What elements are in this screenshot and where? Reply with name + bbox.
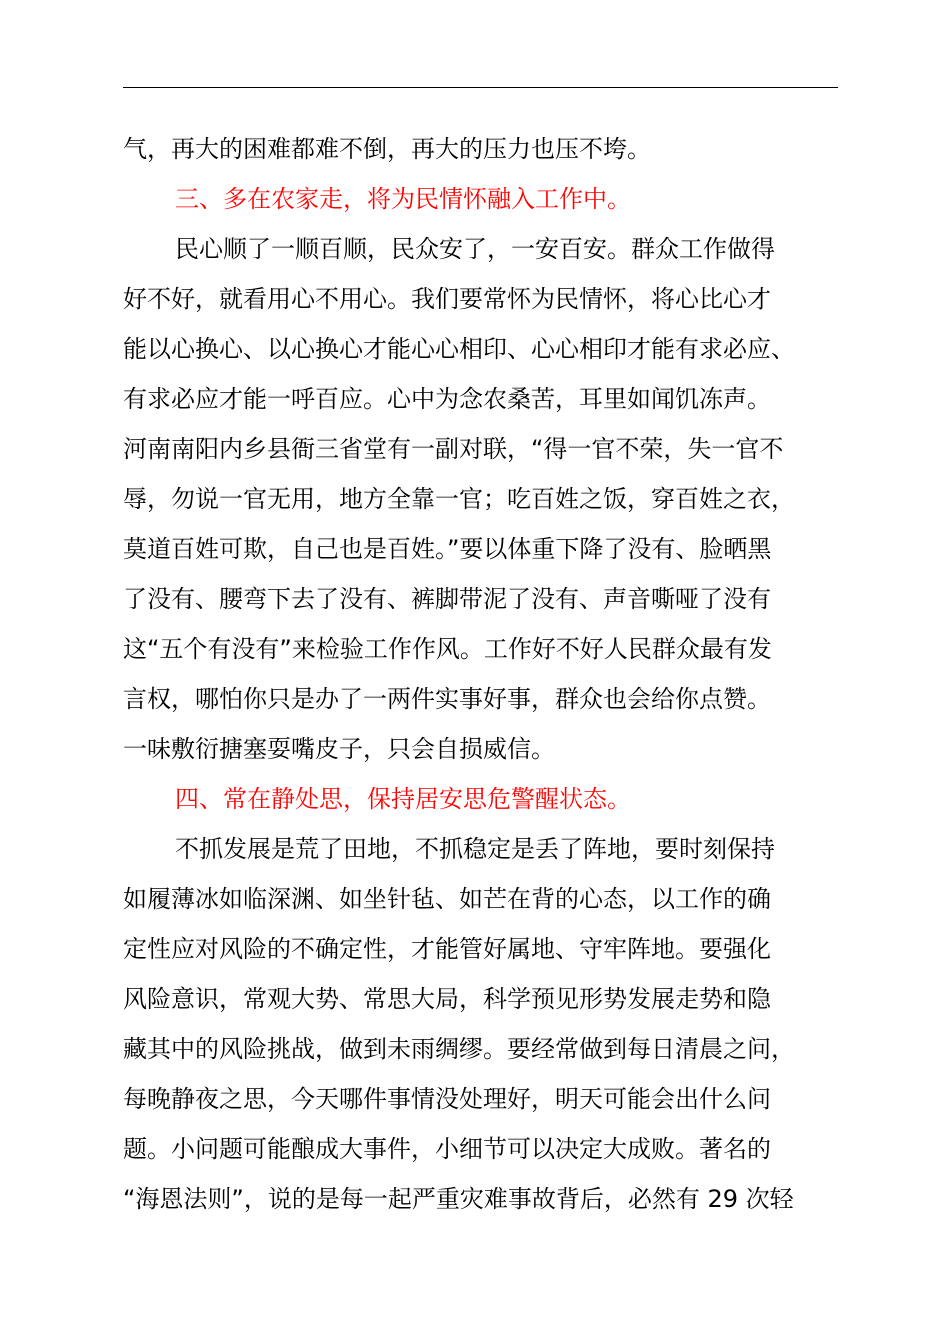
paragraph-line: “海恩法则”，说的是每一起严重灾难事故背后，必然有 29 次轻 [123, 1185, 794, 1213]
paragraph-line: 能以心换心、以心换心才能心心相印、心心相印才能有求必应、 [123, 335, 795, 363]
document-body [123, 124, 858, 1224]
paragraph-line: 每晚静夜之思，今天哪件事情没处理好，明天可能会出什么问 [123, 1085, 771, 1113]
paragraph-line: 有求必应才能一呼百应。心中为念农桑苦，耳里如闻饥冻声。 [123, 385, 771, 413]
paragraph-line: 不抓发展是荒了田地，不抓稳定是丢了阵地，要时刻保持 [175, 835, 775, 863]
paragraph-line: 一味敷衍搪塞耍嘴皮子，只会自损威信。 [123, 735, 555, 763]
paragraph-line: 风险意识，常观大势、常思大局，科学预见形势发展走势和隐 [123, 985, 771, 1013]
paragraph-line: 如履薄冰如临深渊、如坐针毡、如芒在背的心态，以工作的确 [123, 885, 771, 913]
paragraph-line: 民心顺了一顺百顺，民众安了，一安百安。群众工作做得 [175, 235, 775, 263]
paragraph-line: 河南南阳内乡县衙三省堂有一副对联，“得一官不荣，失一官不 [123, 435, 784, 463]
paragraph-line: 莫道百姓可欺，自己也是百姓。”要以体重下降了没有、脸晒黑 [123, 535, 772, 563]
section-heading-four: 四、常在静处思，保持居安思危警醒状态。 [175, 785, 631, 813]
paragraph-line: 气，再大的困难都难不倒，再大的压力也压不垮。 [123, 135, 651, 163]
paragraph-line: 题。小问题可能酿成大事件，小细节可以决定大成败。著名的 [123, 1135, 771, 1163]
paragraph-line: 好不好，就看用心不用心。我们要常怀为民情怀，将心比心才 [123, 285, 771, 313]
paragraph-line: 这“五个有没有”来检验工作作风。工作好不好人民群众最有发 [123, 635, 772, 663]
paragraph-line: 辱，勿说一官无用，地方全靠一官；吃百姓之饭，穿百姓之衣， [123, 485, 795, 513]
paragraph-line: 了没有、腰弯下去了没有、裤脚带泥了没有、声音嘶哑了没有 [123, 585, 771, 613]
section-heading-three: 三、多在农家走，将为民情怀融入工作中。 [175, 185, 631, 213]
paragraph-line: 定性应对风险的不确定性，才能管好属地、守牢阵地。要强化 [123, 935, 771, 963]
header-rule [123, 87, 838, 88]
paragraph-line: 藏其中的风险挑战，做到未雨绸缪。要经常做到每日清晨之问， [123, 1035, 795, 1063]
paragraph-line: 言权，哪怕你只是办了一两件实事好事，群众也会给你点赞。 [123, 685, 771, 713]
